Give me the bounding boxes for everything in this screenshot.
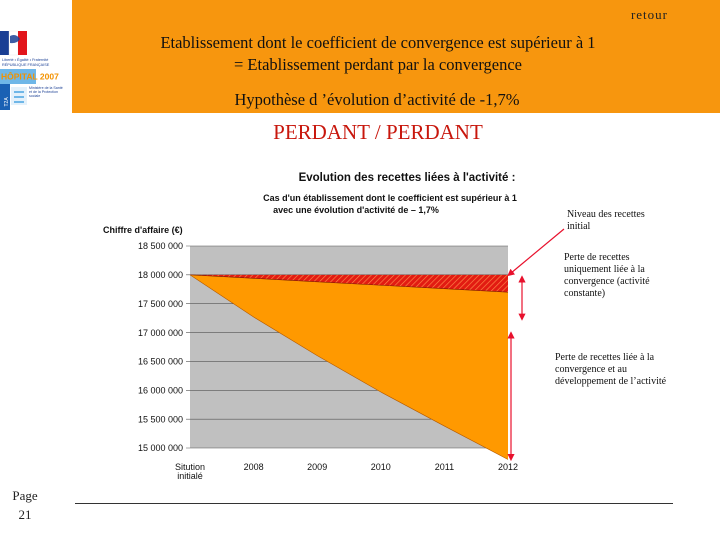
annotation-initial-level: Niveau des recettes initial (567, 209, 645, 232)
left-sidebar (0, 0, 72, 540)
hopital-2007-logo (0, 28, 72, 112)
ministry-text: Ministère de la Santé et de la Protection sociale (29, 86, 63, 98)
revenue-chart (90, 160, 720, 500)
title-line-2: = Etablissement perdant par la convergence (233, 55, 522, 74)
hopital-plan-text: HÔPITAL 2007 (1, 71, 59, 82)
y-tick-label: 18 500 000 (137, 241, 183, 252)
hypothesis-text: Hypothèse d ’évolution d’activité de -1,7% (234, 90, 520, 109)
x-tick-label: Sitution (174, 462, 206, 472)
footer-divider (75, 503, 673, 504)
republique-logo-icon (0, 28, 72, 112)
x-tick-label: 2012 (497, 462, 519, 472)
page-number: 21 (18, 507, 32, 522)
chart-subtitle-line-2: avec une évolution d'activité de – 1,7% (273, 205, 439, 215)
y-tick-label: 18 000 000 (137, 270, 183, 281)
page-indicator (4, 486, 46, 524)
y-tick-label: 16 000 000 (137, 385, 183, 396)
page-label: Page (12, 488, 38, 503)
annotation-activity-loss: Perte de recettes liée à la convergence et au développement de l’activité (555, 352, 667, 387)
motto-text: Liberté • Égalité • Fraternité (2, 58, 49, 62)
y-axis-label: Chiffre d'affaire (€) (103, 225, 183, 235)
x-tick-label: 2008 (243, 462, 264, 472)
chart-title: Evolution des recettes liées à l'activité : (298, 172, 516, 184)
annotation-convergence-loss: Perte de recettes uniquement liée à la convergence (activité constante) (564, 252, 650, 299)
y-tick-label: 15 500 000 (137, 414, 183, 425)
case-label: PERDANT / PERDANT (273, 120, 483, 144)
y-tick-label: 17 500 000 (137, 298, 183, 309)
chart-subtitle-line-1: Cas d'un établissement dont le coefficient est supérieur à 1 (263, 193, 517, 203)
title-line-1: Etablissement dont le coefficient de convergence est supérieur à 1 (160, 33, 596, 52)
x-tick-label: 2011 (434, 462, 455, 472)
y-tick-label: 15 000 000 (137, 443, 183, 454)
y-tick-label: 16 500 000 (137, 356, 183, 367)
republic-text: RÉPUBLIQUE FRANÇAISE (2, 63, 50, 67)
retour-link[interactable]: retour (630, 7, 668, 22)
arrow-initial-level (510, 229, 564, 274)
x-tick-label: 2010 (370, 462, 391, 472)
x-tick-label: initialé (177, 471, 203, 481)
t2a-badge: T2A (4, 97, 10, 107)
x-tick-label: 2009 (307, 462, 328, 472)
y-tick-label: 17 000 000 (137, 327, 183, 338)
